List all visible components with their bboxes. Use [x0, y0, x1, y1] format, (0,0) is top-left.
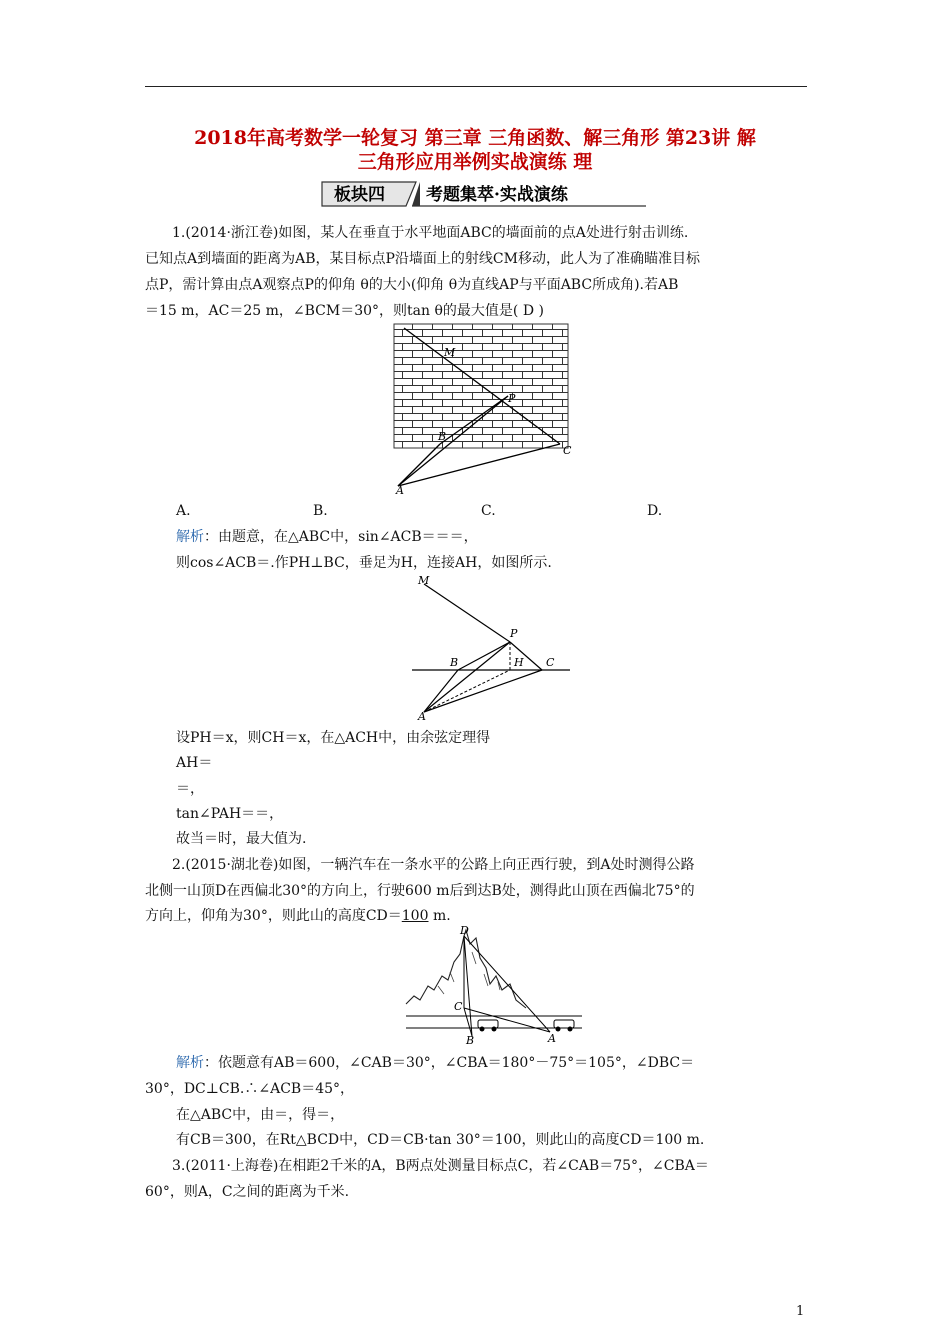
- q1-line1: 1.(2014·浙江卷)如图，某人在垂直于水平地面ABC的墙面前的点A处进行射击训练.: [172, 225, 689, 241]
- q2-line3: 方向上，仰角为30°，则此山的高度CD＝100 m.: [145, 908, 451, 924]
- q1-solution-line3: 设PH＝x，则CH＝x，在△ACH中，由余弦定理得: [176, 730, 491, 746]
- q3-line1: 3.(2011·上海卷)在相距2千米的A，B两点处测量目标点C，若∠CAB＝75°，∠CBA＝: [172, 1158, 709, 1174]
- q1-solution-label: 解析: [176, 529, 204, 545]
- q1-line4: ＝15 m，AC＝25 m，∠BCM＝30°，则tan θ的最大值是( D ): [145, 303, 544, 319]
- q1-option-c: C.: [481, 503, 496, 519]
- fig3-label-D: D: [460, 924, 469, 937]
- banner-right-text: 考题集萃·实战演练: [426, 185, 568, 205]
- fig2-label-P: P: [510, 627, 518, 640]
- car-a-icon: [554, 1020, 574, 1032]
- q2-answer: 100: [401, 908, 429, 924]
- q2-solution-line4: 有CB＝300，在Rt△BCD中，CD＝CB·tan 30°＝100，则此山的高度CD＝100 m.: [176, 1132, 705, 1148]
- figure-wall-brick: [392, 322, 572, 497]
- fig1-label-B: B: [438, 430, 447, 443]
- fig3-label-B: B: [466, 1034, 475, 1046]
- document-title-line2: 三角形应用举例实战演练 理: [357, 151, 593, 173]
- car-b-icon: [478, 1020, 498, 1032]
- fig2-label-C: C: [546, 656, 555, 669]
- q2-line2: 北侧一山顶D在西偏北30°的方向上，行驶600 m后到达B处，测得此山顶在西偏北75°的: [145, 883, 695, 899]
- q2-solution-line2: 30°，DC⊥CB.∴∠ACB＝45°，: [145, 1081, 355, 1097]
- q1-option-d: D.: [647, 503, 663, 519]
- header-rule: [145, 86, 807, 87]
- q1-solution-line2: 则cos∠ACB＝.作PH⊥BC，垂足为H，连接AH，如图所示.: [176, 555, 552, 571]
- fig3-label-A: A: [548, 1032, 556, 1045]
- q1-option-a: A.: [176, 503, 191, 519]
- fig2-label-B: B: [450, 656, 459, 669]
- fig2-label-M: M: [418, 574, 430, 587]
- page-number: 1: [796, 1304, 805, 1319]
- fig1-label-M: M: [444, 346, 456, 359]
- fig1-label-P: P: [508, 392, 516, 405]
- q3-line2: 60°，则A，C之间的距离为千米.: [145, 1184, 350, 1200]
- figure-mountain: [402, 924, 584, 1046]
- q1-solution-line5: ＝，: [176, 781, 204, 797]
- q1-solution-line1: 解析：由题意，在△ABC中，sin∠ACB＝＝＝，: [176, 529, 478, 545]
- fig2-label-H: H: [514, 656, 524, 669]
- q2-line1: 2.(2015·湖北卷)如图，一辆汽车在一条水平的公路上向正西行驶，到A处时测得公路: [172, 857, 695, 873]
- fig2-label-A: A: [418, 710, 426, 723]
- banner-left-text: 板块四: [334, 185, 385, 205]
- section-banner: [320, 178, 650, 208]
- q1-solution-line7: 故当＝时，最大值为.: [176, 831, 307, 847]
- q1-option-b: B.: [313, 503, 328, 519]
- figure-solution-diagram: [410, 574, 575, 724]
- q1-line3: 点P，需计算由点A观察点P的仰角 θ的大小(仰角 θ为直线AP与平面ABC所成角).若AB: [145, 277, 679, 293]
- q2-solution-line3: 在△ABC中，由＝，得＝，: [176, 1107, 345, 1123]
- fig3-label-C: C: [454, 1000, 463, 1013]
- q1-solution-line4: AH＝: [176, 755, 213, 771]
- fig1-label-C: C: [563, 444, 572, 457]
- q1-solution-line6: tan∠PAH＝＝，: [176, 806, 284, 822]
- q2-solution-label: 解析: [176, 1055, 204, 1071]
- fig1-label-A: A: [396, 484, 404, 497]
- q2-solution-line1: 解析：依题意有AB＝600，∠CAB＝30°，∠CBA＝180°－75°＝105°，∠DBC＝: [176, 1055, 695, 1071]
- document-title-line1: 2018年高考数学一轮复习 第三章 三角函数、解三角形 第23讲 解: [194, 127, 756, 149]
- q1-line2: 已知点A到墙面的距离为AB，某目标点P沿墙面上的射线CM移动，此人为了准确瞄准目标: [145, 251, 700, 267]
